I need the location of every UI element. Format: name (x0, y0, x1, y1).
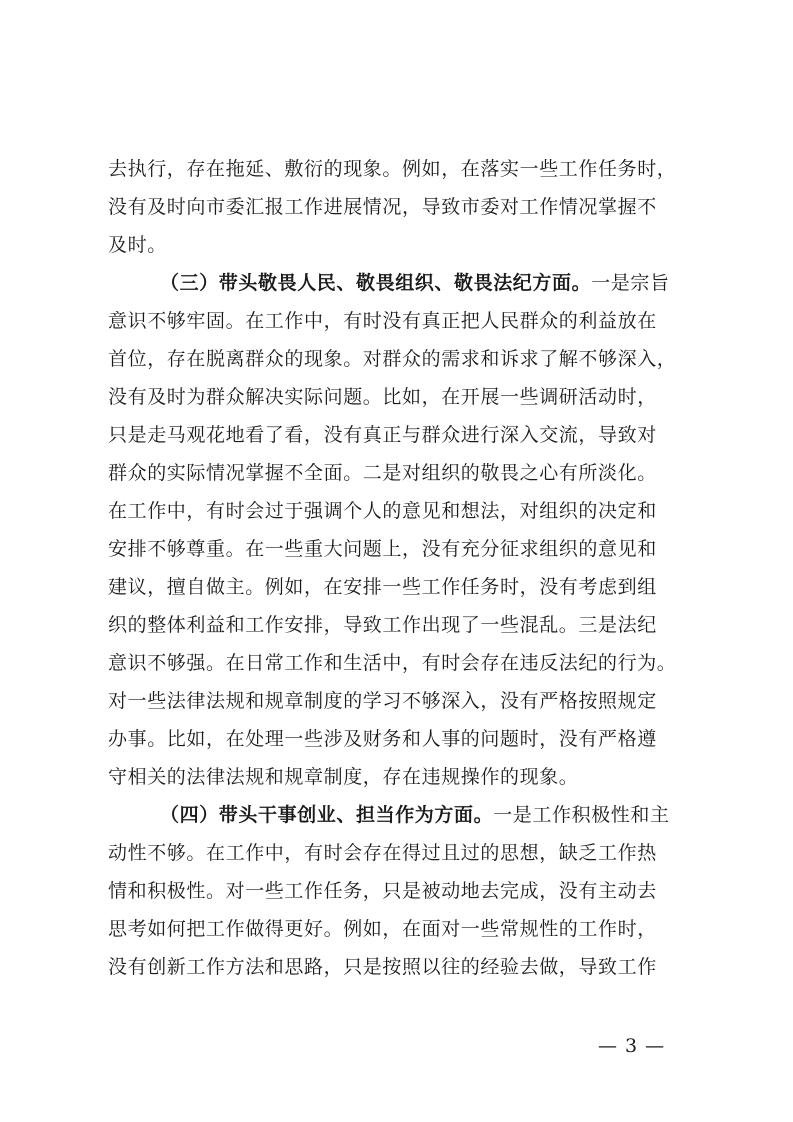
text-line: 首位，存在脱离群众的现象。对群众的需求和诉求了解不够深入， (108, 348, 677, 370)
text-line: 建议，擅自做主。例如，在安排一些工作任务时，没有考虑到组 (108, 576, 657, 598)
text-line: 织的整体利益和工作安排，导致工作出现了一些混乱。三是法纪 (108, 614, 657, 636)
text-line: 去执行，存在拖延、敷衍的现象。例如，在落实一些工作任务时， (108, 158, 677, 180)
text-line: 安排不够尊重。在一些重大问题上，没有充分征求组织的意见和 (108, 538, 657, 560)
section-3-first-line (108, 264, 698, 302)
text-line: 没有及时为群众解决实际问题。比如，在开展一些调研活动时， (108, 386, 657, 408)
paragraph-continuation (108, 150, 698, 264)
text-line: 群众的实际情况掌握不全面。二是对组织的敬畏之心有所淡化。 (108, 462, 657, 484)
text-line: 情和积极性。对一些工作任务，只是被动地去完成，没有主动去 (108, 880, 657, 902)
paragraph-section-4 (108, 796, 698, 986)
section-4-heading: （四）带头干事创业、担当作为方面。 (160, 804, 494, 826)
text-line: 意识不够牢固。在工作中，有时没有真正把人民群众的利益放在 (108, 310, 657, 332)
section-3-first-line-rest: 一是宗旨 (591, 272, 670, 294)
text-line: 意识不够强。在日常工作和生活中，有时会存在违反法纪的行为。 (108, 652, 677, 674)
text-line: 及时。 (108, 234, 167, 256)
text-line: 思考如何把工作做得更好。例如，在面对一些常规性的工作时， (108, 918, 657, 940)
text-line: 动性不够。在工作中，有时会存在得过且过的思想，缺乏工作热 (108, 842, 657, 864)
text-line: 只是走马观花地看了看，没有真正与群众进行深入交流，导致对 (108, 424, 657, 446)
text-line: 守相关的法律法规和规章制度，存在违规操作的现象。 (108, 766, 579, 788)
text-line: 在工作中，有时会过于强调个人的意见和想法，对组织的决定和 (108, 500, 657, 522)
section-3-heading: （三）带头敬畏人民、敬畏组织、敬畏法纪方面。 (160, 272, 592, 294)
text-line: 办事。比如，在处理一些涉及财务和人事的问题时，没有严格遵 (108, 728, 657, 750)
text-line: 没有创新工作方法和思路，只是按照以往的经验去做，导致工作 (108, 956, 657, 978)
paragraph-section-3 (108, 264, 698, 796)
body-text (108, 150, 698, 986)
section-4-first-line (108, 796, 698, 834)
section-4-first-line-rest: 一是工作积极性和主 (493, 804, 670, 826)
page-number: — 3 — (598, 1035, 666, 1057)
text-line: 对一些法律法规和规章制度的学习不够深入，没有严格按照规定 (108, 690, 657, 712)
text-line: 没有及时向市委汇报工作进展情况，导致市委对工作情况掌握不 (108, 196, 657, 218)
